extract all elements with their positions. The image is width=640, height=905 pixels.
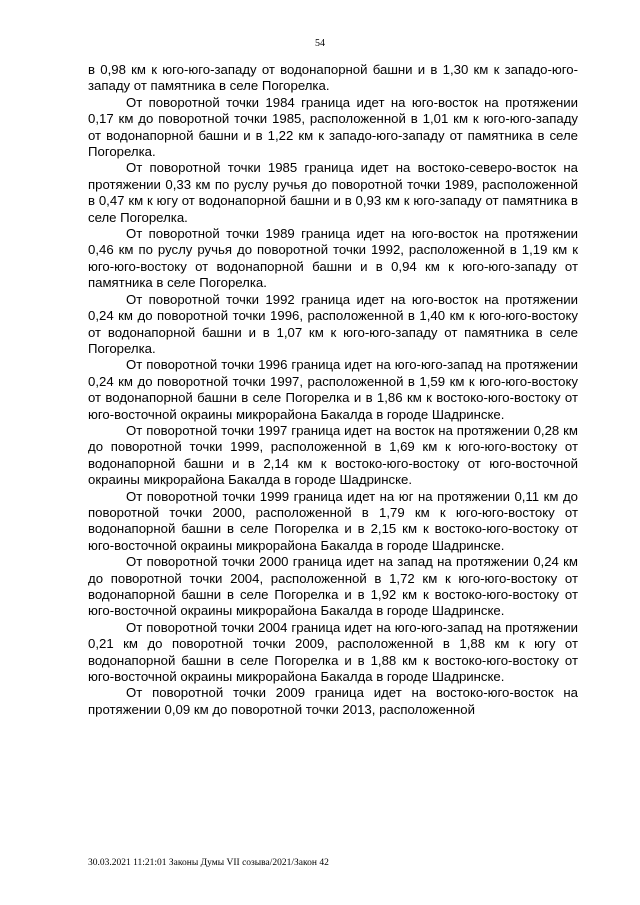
paragraph: От поворотной точки 1984 граница идет на юго-восток на протяжении 0,17 км до поворотной точки 1985, расположенной в 1,01 км к юго-юго-западу от водонапорной башни и в 1,22 км к западо-юго-западу от памятника в селе Погорелка. [88, 94, 578, 160]
paragraph: От поворотной точки 1999 граница идет на юг на протяжении 0,11 км до поворотной точки 2000, расположенной в 1,79 км к юго-юго-востоку от водонапорной башни в селе Погорелка и в 2,15 км к востоко-юго-востоку от юго-восточной окраины микрорайона Бакалда в городе Шадринске. [88, 488, 578, 553]
page-number: 54 [315, 38, 325, 49]
paragraph: От поворотной точки 1996 граница идет на юго-юго-запад на протяжении 0,24 км до поворотной точки 1997, расположенной в 1,59 км к юго-юго-востоку от водонапорной башни в селе Погорелка и в 1,86 км к востоко-юго-востоку от юго-восточной окраины микрорайона Бакалда в городе Шадринске. [88, 357, 578, 422]
paragraph: От поворотной точки 2000 граница идет на запад на протяжении 0,24 км до поворотной точки 2004, расположенной в 1,72 км к юго-юго-востоку от водонапорной башни в селе Погорелка и в 1,92 км к востоко-юго-востоку от юго-восточной окраины микрорайона Бакалда в городе Шадринске. [88, 554, 578, 619]
paragraph: От поворотной точки 1992 граница идет на юго-восток на протяжении 0,24 км до поворотной точки 1996, расположенной в 1,40 км к юго-юго-востоку от водонапорной башни и в 1,07 км к юго-юго-западу от памятника в селе Погорелка. [88, 291, 578, 356]
paragraph-continued: в 0,98 км к юго-юго-западу от водонапорной башни и в 1,30 км к западо-юго-западу от памятника в селе Погорелка. [88, 62, 578, 94]
paragraph: От поворотной точки 1985 граница идет на востоко-северо-восток на протяжении 0,33 км по руслу ручья до поворотной точки 1989, расположенной в 0,47 км к югу от водонапорной башни и в 0,93 км к юго-западу от памятника в селе Погорелка. [88, 160, 578, 225]
paragraph: От поворотной точки 2009 граница идет на востоко-юго-восток на протяжении 0,09 км до поворотной точки 2013, расположенной [88, 685, 578, 717]
paragraph: От поворотной точки 1997 граница идет на восток на протяжении 0,28 км до поворотной точки 1999, расположенной в 1,69 км к юго-юго-востоку от водонапорной башни и в 2,14 км к востоко-юго-востоку от юго-восточной окраины микрорайона Бакалда в городе Шадринске. [88, 422, 578, 488]
paragraph: От поворотной точки 1989 граница идет на юго-восток на протяжении 0,46 км по руслу ручья до поворотной точки 1992, расположенной в 1,19 км к юго-юго-востоку от водонапорной башни и в 0,94 км к юго-юго-западу от памятника в селе Погорелка. [88, 226, 578, 291]
document-body [88, 62, 578, 718]
document-footer: 30.03.2021 11:21:01 Законы Думы VII созыва/2021/Закон 42 [88, 858, 329, 868]
paragraph: От поворотной точки 2004 граница идет на юго-юго-запад на протяжении 0,21 км до поворотной точки 2009, расположенной в 1,88 км к югу от водонапорной башни в селе Погорелка и в 1,88 км к востоко-юго-востоку от юго-восточной окраины микрорайона Бакалда в городе Шадринске. [88, 619, 578, 685]
